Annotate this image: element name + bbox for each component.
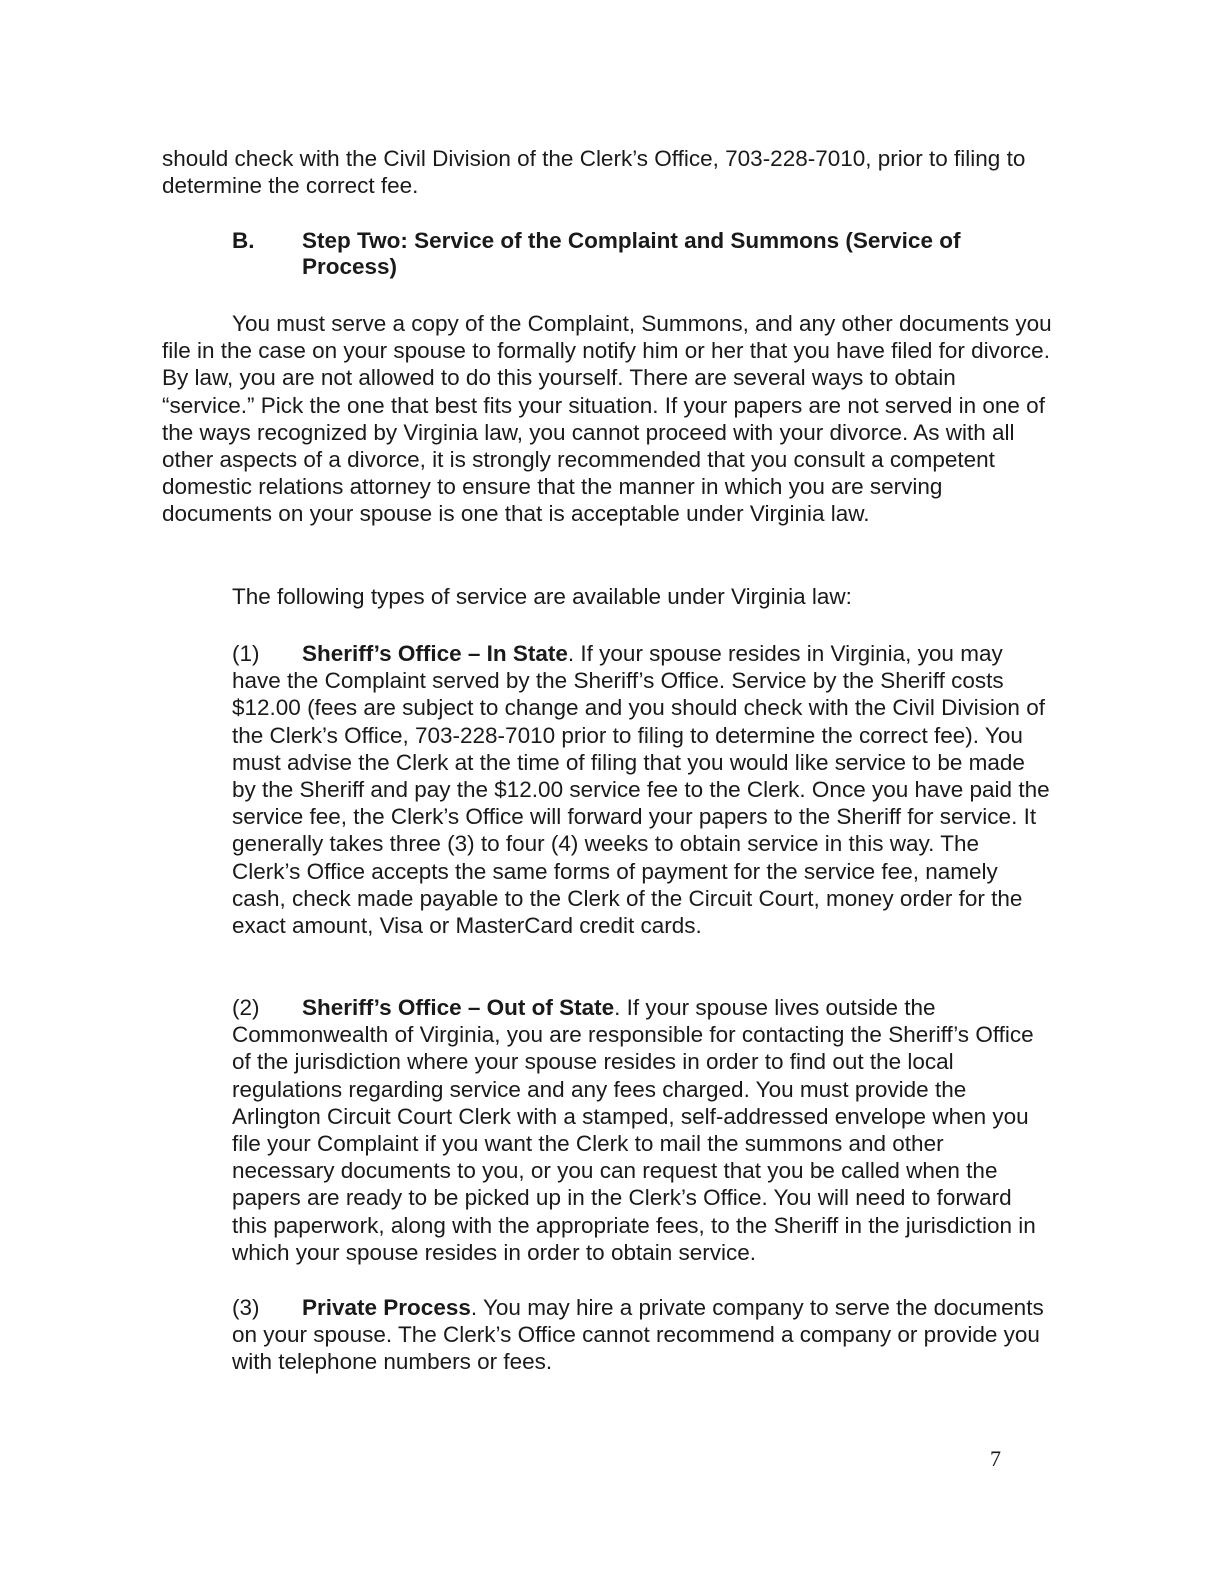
item-text: . You may hire a private company to serve the documents on your spouse. The Clerk’s Office cannot recommend a company or provide you with telephone numbers or fees. <box>232 1295 1044 1375</box>
item-text: . If your spouse resides in Virginia, you may have the Complaint served by the Sheriff’s Office. Service by the Sheriff costs $12.00 (fees are subject to change and you should check with the Civil Division of the Clerk’s Office, 703-228-7010 prior to filing to determine the correct fee). You must advise the Clerk at the time of filing that you would like service to be made by the Sheriff and pay the $12.00 service fee to the Clerk. Once you have paid the service fee, the Clerk’s Office will forward your papers to the Sheriff for service. It generally takes three (3) to four (4) weeks to obtain service in this way. The Clerk’s Office accepts the same forms of payment for the service fee, namely cash, check made payable to the Clerk of the Circuit Court, money order for the exact amount, Visa or MasterCard credit cards. <box>232 641 1050 939</box>
types-intro: The following types of service are available under Virginia law: <box>232 584 852 609</box>
item-title: Private Process <box>302 1295 471 1320</box>
section-letter: B. <box>232 228 255 253</box>
item-number: (3) <box>232 1295 260 1320</box>
list-item-sheriff-in-state <box>232 640 1052 939</box>
list-item-sheriff-out-of-state <box>232 994 1052 1266</box>
intro-continuation: should check with the Civil Division of the Clerk’s Office, 703-228-7010, prior to filing to determine the correct fee. <box>162 146 1026 199</box>
page-number: 7 <box>990 1446 1001 1471</box>
item-text: . If your spouse lives outside the Commonwealth of Virginia, you are responsible for contacting the Sheriff’s Office of the jurisdiction where your spouse resides in order to find out the local regulations regarding service and any fees charged. You must provide the Arlington Circuit Court Clerk with a stamped, self-addressed envelope when you file your Complaint if you want the Clerk to mail the summons and other necessary documents to you, or you can request that you be called when the papers are ready to be picked up in the Clerk’s Office. You will need to forward this paperwork, along with the appropriate fees, to the Sheriff in the jurisdiction in which your spouse resides in order to obtain service. <box>232 995 1036 1265</box>
list-item-private-process <box>232 1294 1052 1376</box>
item-number: (1) <box>232 641 260 666</box>
item-title: Sheriff’s Office – In State <box>302 641 568 666</box>
section-title: Step Two: Service of the Complaint and Summons (Service of Process) <box>302 228 961 279</box>
service-paragraph: You must serve a copy of the Complaint, Summons, and any other documents you file in the case on your spouse to formally notify him or her that you have filed for divorce. By law, you are not allowed to do this yourself. There are several ways to obtain “service.” Pick the one that best fits your situation. If your papers are not served in one of the ways recognized by Virginia law, you cannot proceed with your divorce. As with all other aspects of a divorce, it is strongly recommended that you consult a competent domestic relations attorney to ensure that the manner in which you are serving documents on your spouse is one that is acceptable under Virginia law. <box>162 311 1052 527</box>
item-title: Sheriff’s Office – Out of State <box>302 995 615 1020</box>
item-number: (2) <box>232 995 260 1020</box>
